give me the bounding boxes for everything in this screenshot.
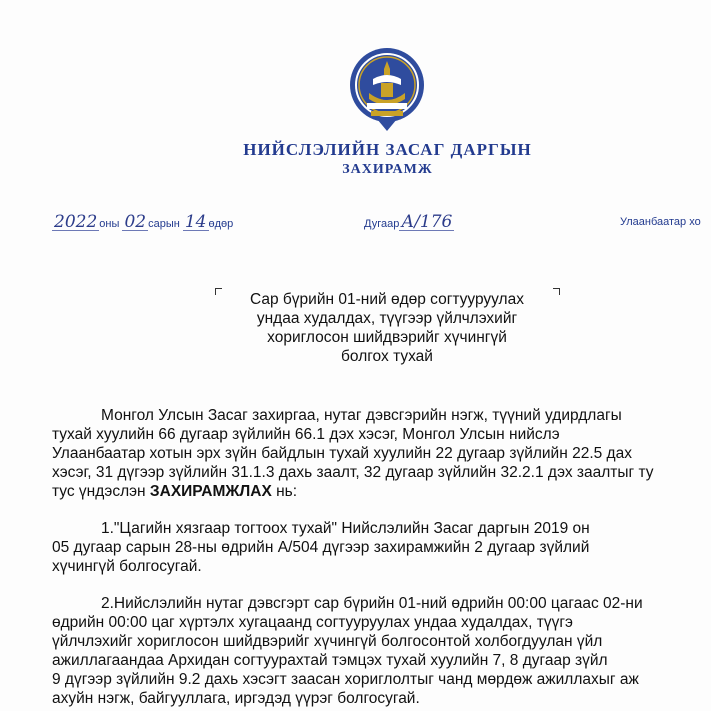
date-day: 14 [184,212,207,232]
day-suffix: өдөр [208,218,234,230]
item-1-line: 05 дугаар сарын 28-ны өдрийн А/504 дүгээр захирамжийн 2 дугаар зүйлий [52,539,590,556]
decree-number: А/176 [401,212,453,232]
doc-type-title: ЗАХИРАМЖ [342,162,433,177]
body-line: хэсэг, 31 дүгээр зүйлийн 31.1.3 дахь заалт, 32 дугаар зүйлийн 32.2.1 дэх заалтыг ту [52,464,654,481]
decree-body [52,406,711,708]
year-suffix: оны [99,218,120,230]
item-2-line: ажиллагаандаа Архидан согтуурахтай тэмцэх тухай хуулийн 7, 8 дугаар зүйл [52,652,608,669]
item-1-line: 1."Цагийн хязгаар тогтоох тухай" Нийслэлийн Засаг даргын 2019 он [101,520,590,537]
body-line: тухай хуулийн 66 дугаар зүйлийн 66.1 дэх хэсэг, Монгол Улсын нийслэ [52,426,560,443]
state-emblem-icon [347,45,427,135]
item-2-line: үйлчлэхийг хориглосон шийдвэрийг хүчингүй болгосонтой холбогдуулан үйл [52,633,603,650]
title-line: болгох тухай [341,348,433,365]
date-month: 02 [124,212,147,232]
body-line [52,482,711,501]
title-line: ундаа худалдах, түүгээр үйлчлэхийг [256,310,518,327]
decree-title [215,290,559,366]
dateline [0,214,711,244]
org-title: НИЙСЛЭЛИЙН ЗАСАГ ДАРГЫН [243,140,532,159]
item-1-line: хүчингүй болгосугай. [52,558,202,575]
body-line: Улаанбаатар хотын эрх зүйн байдлын тухай хуулийн 22 дугаар зүйлийн 22.5 дах [52,445,632,462]
intro-prefix: тус үндэслэн [52,483,150,500]
title-line: Сар бүрийн 01-ний өдөр согтууруулах [250,291,524,308]
item-2-line: 9 дүгээр зүйлийн 9.2 дахь хэсэгт заасан хориглолтыг чанд мөрдөж ажиллахыг аж [52,671,639,688]
item-2-line: өдрийн 00:00 цаг хүртэлх хугацаанд согтууруулах ундаа худалдах, түүгэ [52,614,573,631]
title-line: хориглосон шийдвэрийг хүчингүй [267,329,507,346]
intro-suffix: нь: [271,483,298,500]
city-label: Улаанбаатар хо [620,216,701,228]
decree-keyword: ЗАХИРАМЖЛАХ [149,483,272,500]
body-line: Монгол Улсын Засаг захиргаа, нутаг дэвсгэрийн нэгж, түүний удирдлагы [101,407,622,424]
number-field [364,214,454,231]
item-2-line: ахуйн нэгж, байгууллага, иргэдэд үүрэг болгосугай. [52,690,420,707]
item-2-line: 2.Нийслэлийн нутаг дэвсгэрт сар бүрийн 01-ний өдрийн 00:00 цагаас 02-ни [101,595,643,612]
number-label: Дугаар [364,218,400,230]
date-year: 2022 [54,212,98,232]
date-field [52,214,233,231]
month-suffix: сарын [148,218,180,230]
